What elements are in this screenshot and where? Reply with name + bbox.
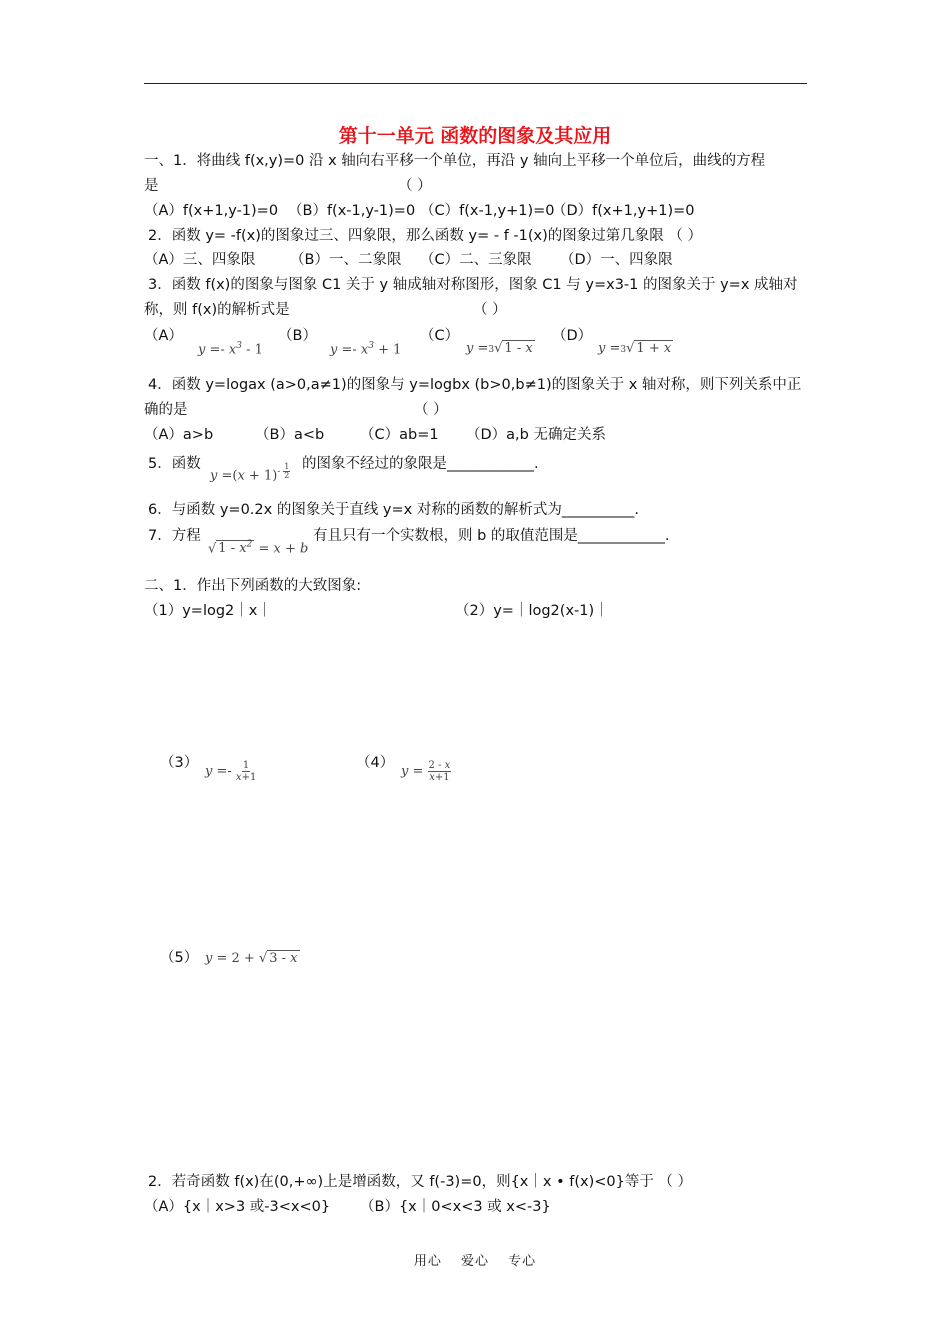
part2-item-2: （2）y=｜log2(x-1)｜ [455,603,609,619]
q4-option-a: （A）a>b [144,427,214,443]
q7-text-pre: 7．方程 [148,528,201,544]
part2-q2-option-b: （B）{x｜0<x<3 或 x<-3} [360,1199,551,1215]
q3-text-line2: 称，则 f(x)的解析式是 [144,302,290,318]
page-title: 第十一单元 函数的图象及其应用 [338,125,612,147]
q2-option-b: （B）一、二象限 [290,252,402,268]
part2-item-5-label: （5） [160,950,199,966]
q3-text-line1: 3．函数 f(x)的图象与图象 C1 关于 y 轴成轴对称图形，图象 C1 与 y=x3-1 的图象关于 y=x 成轴对 [148,277,798,293]
page-footer: 用心 爱心 专心 [413,1254,537,1269]
q4-option-d: （D）a,b 无确定关系 [466,427,606,443]
part2-item-4-label: （4） [356,755,395,771]
q2-option-d: （D）一、四象限 [560,252,673,268]
part2-q2-text: 2．若奇函数 f(x)在(0,+∞)上是增函数，又 f(-3)=0，则{x｜x • f(x)<0}等于 （ ） [148,1174,693,1190]
q7-formula: √ $1 - x^2 = x + b$ [208,540,309,557]
q4-option-c: （C）ab=1 [360,427,439,443]
q3-option-d-label: （D） [552,328,593,344]
part2-q2-option-a: （A）{x｜x>3 或-3<x<0} [144,1199,331,1215]
q5-text-post: 的图象不经过的象限是____________. [302,456,539,472]
q4-text-line1: 4．函数 y=logax (a>0,a≠1)的图象与 y=logbx (b>0,b≠1)的图象关于 x 轴对称，则下列关系中正 [148,377,802,393]
header-rule [144,83,807,84]
q3-option-a-formula: $y =- x^3 - 1$ [198,341,263,358]
q5-formula: $y =(x + 1)^{- \frac{1}{2}}$ [210,462,290,484]
q1-text-line2: 是 [144,178,159,194]
part2-item-5-formula: y = 2 + √ 3 - x [205,951,298,966]
q3-option-b-formula: $y =- x^3 + 1$ [330,341,402,358]
part2-item-3-label: （3） [160,755,199,771]
q1-option-c: （C）f(x-1,y+1)=0 [420,203,555,219]
q1-answer-paren: （ ） [398,178,432,194]
part2-q1-text: 二、1．作出下列函数的大致图象: [144,578,362,594]
q2-text: 2．函数 y= -f(x)的图象过三、四象限，那么函数 y= - f -1(x)的图象过第几象限 （ ） [148,228,702,244]
part2-item-1: （1）y=log2｜x｜ [144,603,272,619]
q3-answer-paren: （ ） [473,302,507,318]
q2-option-a: （A）三、四象限 [144,252,256,268]
q1-option-d: （D）f(x+1,y+1)=0 [552,203,695,219]
q3-option-c-label: （C） [420,328,460,344]
q1-option-a: （A）f(x+1,y-1)=0 [144,203,279,219]
q5-text-pre: 5．函数 [148,456,201,472]
q4-option-b: （B）a<b [255,427,325,443]
q3-option-d-formula: y =3√ 1 + x [598,341,672,356]
q4-answer-paren: （ ） [414,402,448,418]
q3-option-a-label: （A） [144,328,183,344]
part2-item-4-formula: y = $\frac{2 - x}{x+1}$ [401,760,451,783]
q6-text: 6．与函数 y=0.2x 的图象关于直线 y=x 对称的函数的解析式为__________. [148,502,639,518]
q1-text-line1: 一、1．将曲线 f(x,y)=0 沿 x 轴向右平移一个单位，再沿 y 轴向上平移一个单位后，曲线的方程 [144,153,766,169]
q3-option-b-label: （B） [278,328,317,344]
q2-option-c: （C）二、三象限 [420,252,532,268]
q7-text-post: 有且只有一个实数根，则 b 的取值范围是____________. [313,528,670,544]
q1-option-b: （B）f(x-1,y-1)=0 [288,203,416,219]
q4-text-line2: 确的是 [144,402,188,418]
q3-option-c-formula: y =3√ 1 - x [466,341,533,356]
part2-item-3-formula: y =- $\frac{1}{x+1}$ [205,760,257,783]
